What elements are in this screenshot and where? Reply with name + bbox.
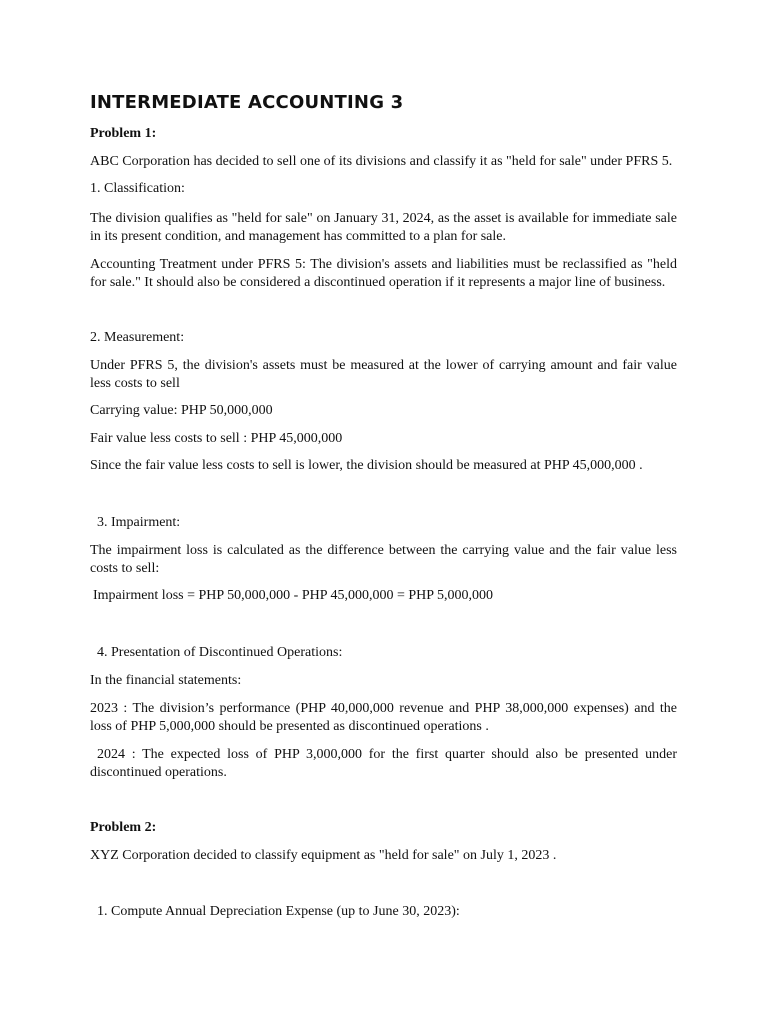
measurement-paragraph: Under PFRS 5, the division's assets must be measured at the lower of carrying amount and fair value less costs to sell xyxy=(90,358,677,391)
presentation-2023: 2023 : The division’s performance (PHP 40,000,000 revenue and PHP 38,000,000 expenses) and the loss of PHP 5,000,000 should be presented as discontinued operations . xyxy=(90,701,677,734)
presentation-2024: 2024 : The expected loss of PHP 3,000,000 for the first quarter should also be presented under discontinued operations. xyxy=(90,747,677,780)
problem-2-heading: Problem 2: xyxy=(90,820,157,835)
depreciation-step-heading: 1. Compute Annual Depreciation Expense (up to June 30, 2023): xyxy=(97,904,460,919)
impairment-formula: Impairment loss = PHP 50,000,000 - PHP 45,000,000 = PHP 5,000,000 xyxy=(93,588,494,603)
accounting-treatment-paragraph: Accounting Treatment under PFRS 5: The division's assets and liabilities must be reclassified as "held for sale." It should also be considered a discontinued operation if it represents a major line of business. xyxy=(90,257,677,290)
financial-statements-label: In the financial statements: xyxy=(90,673,242,688)
measurement-conclusion: Since the fair value less costs to sell is lower, the division should be measured at PHP 45,000,000 . xyxy=(90,458,643,473)
problem-2-intro: XYZ Corporation decided to classify equipment as "held for sale" on July 1, 2023 . xyxy=(90,848,557,863)
problem-1-heading: Problem 1: xyxy=(90,126,157,141)
impairment-heading: 3. Impairment: xyxy=(97,515,181,530)
measurement-heading: 2. Measurement: xyxy=(90,330,185,345)
document-title: INTERMEDIATE ACCOUNTING 3 xyxy=(90,92,404,113)
impairment-paragraph: The impairment loss is calculated as the difference between the carrying value and the fair value less costs to sell: xyxy=(90,543,677,576)
fair-value: Fair value less costs to sell : PHP 45,000,000 xyxy=(90,431,343,446)
classification-paragraph: The division qualifies as "held for sale" on January 31, 2024, as the asset is available for immediate sale in its present condition, and management has committed to a plan for sale. xyxy=(90,211,677,244)
problem-1-intro: ABC Corporation has decided to sell one of its divisions and classify it as "held for sale" under PFRS 5. xyxy=(90,154,673,169)
classification-heading: 1. Classification: xyxy=(90,181,185,196)
carrying-value: Carrying value: PHP 50,000,000 xyxy=(90,403,273,418)
presentation-heading: 4. Presentation of Discontinued Operations: xyxy=(97,645,343,660)
